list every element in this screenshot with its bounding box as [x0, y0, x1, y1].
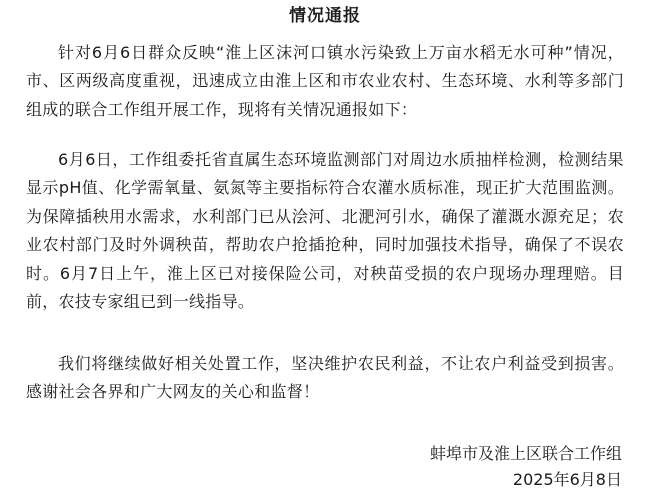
signature-date: 2025年6月8日	[512, 470, 622, 489]
paragraph-intro: 针对6月6日群众反映“淮上区沫河口镇水污染致上万亩水稻无水可种”情况，市、区两级高度重视，迅速成立由淮上区和市农业农村、生态环境、水利等多部门组成的联合工作组开展工作，现将有关情况通报如下：	[26, 43, 624, 119]
paragraph-details: 6月6日，工作组委托省直属生态环境监测部门对周边水质抽样检测，检测结果显示pH值、化学需氧量、氨氮等主要指标符合农灌水质标准，现正扩大范围监测。为保障插秧用水需求，水利部门已从浍河、北淝河引水，确保了灌溉水源充足；农业农村部门及时外调秧苗，帮助农户抢插抢种，同时加强技术指导，确保了不误农时。6月7日上午，淮上区已对接保险公司，对秧苗受损的农户现场办理理赔。目前，农技专家组已到一线指导。	[26, 150, 624, 312]
notice-title: 情况通报	[289, 6, 361, 26]
signature-organization: 蚌埠市及淮上区联合工作组	[429, 444, 622, 463]
paragraph-closing: 我们将继续做好相关处置工作，坚决维护农民利益，不让农户利益受到损害。感谢社会各界和广大网友的关心和监督！	[26, 354, 624, 402]
